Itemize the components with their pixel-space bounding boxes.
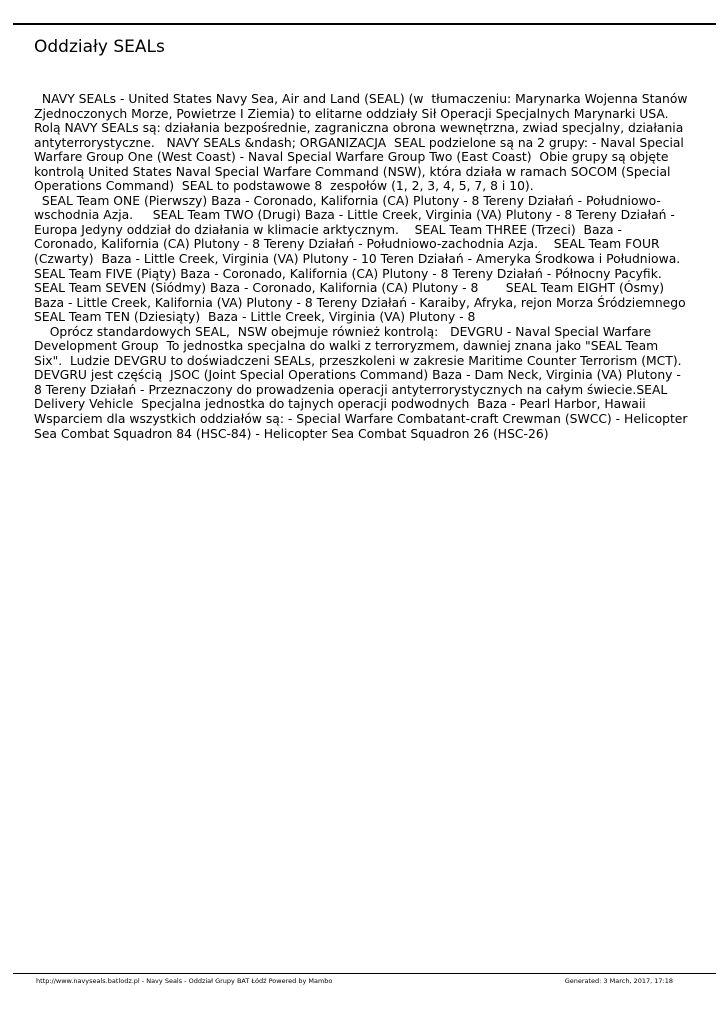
footer-source-url: http://www.navyseals.batlodz.pl - Navy Seals - Oddział Grupy BAT Łódź Powered by Mambo [36,977,333,985]
page-title: Oddziały SEALs [34,37,165,57]
footer-divider [13,973,716,974]
article-body: NAVY SEALs - United States Navy Sea, Air and Land (SEAL) (w tłumaczeniu: Marynarka Wojenna Stanów Zjednoczonych Morze, Powietrze I Ziemia) to elitarne oddziały Sił Operacji Specjalnych Marynarki USA. Rolą NAVY SEALs są: działania bezpośrednie, zagraniczna obrona wewnętrzna, zwiad specjalny, działania antyterrorystyczne. NAVY SEALs &ndash; ORGANIZACJA SEAL podzielone są na 2 grupy: - Naval Special Warfare Group One (West Coast) - Naval Special Warfare Group Two (East Coast) Obie grupy są objęte kontrolą United States Naval Special Warfare Command (NSW), która działa w ramach SOCOM (Special Operations Command) SEAL to podstawowe 8 zespołów (1, 2, 3, 4, 5, 7, 8 i 10). SEAL Team ONE (Pierwszy) Baza - Coronado, Kalifornia (CA) Plutony - 8 Tereny Działań - Południowo-wschodnia Azja. SEAL Team TWO (Drugi) Baza - Little Creek, Virginia (VA) Plutony - 8 Tereny Działań - Europa Jedyny oddział do działania w klimacie arktycznym. SEAL Team THREE (Trzeci) Baza - Coronado, Kalifornia (CA) Plutony - 8 Tereny Działań - Południowo-zachodnia Azja. SEAL Team FOUR (Czwarty) Baza - Little Creek, Virginia (VA) Plutony - 10 Teren Działań - Ameryka Środkowa i Południowa. SEAL Team FIVE (Piąty) Baza - Coronado, Kalifornia (CA) Plutony - 8 Tereny Działań - Północny Pacyfik. SEAL Team SEVEN (Siódmy) Baza - Coronado, Kalifornia (CA) Plutony - 8 SEAL Team EIGHT (Ósmy) Baza - Little Creek, Kalifornia (VA) Plutony - 8 Tereny Działań - Karaiby, Afryka, rejon Morza Śródziemnego SEAL Team TEN (Dziesiąty) Baza - Little Creek, Virginia (VA) Plutony - 8 Oprócz standardowych SEAL, NSW obejmuje również kontrolą: DEVGRU - Naval Special Warfare Development Group To jednostka specjalna do walki z terroryzmem, dawniej znana jako "SEAL Team Six". Ludzie DEVGRU to doświadczeni SEALs, przeszkoleni w zakresie Maritime Counter Terrorism (MCT). DEVGRU jest częścią JSOC (Joint Special Operations Command) Baza - Dam Neck, Virginia (VA) Plutony - 8 Tereny Działań - Przeznaczony do prowadzenia operacji antyterrorystycznych na całym świecie.SEAL Delivery Vehicle Specjalna jednostka do tajnych operacji podwodnych Baza - Pearl Harbor, Hawaii Wsparciem dla wszystkich oddziałów są: - Special Warfare Combatant-craft Crewman (SWCC) - Helicopter Sea Combat Squadron 84 (HSC-84) - Helicopter Sea Combat Squadron 26 (HSC-26) [34,92,688,441]
footer-generated-date: Generated: 3 March, 2017, 17:18 [564,977,673,985]
top-divider [13,23,716,25]
